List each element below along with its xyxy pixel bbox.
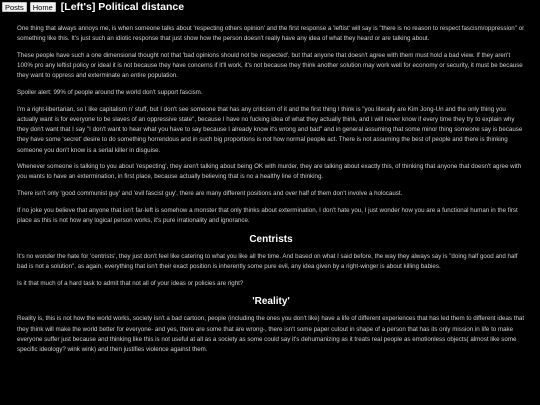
posts-button[interactable]: Posts: [2, 2, 27, 12]
paragraph: Whenever someone is talking to you about 'respecting', they aren't talking about being OK with murder, they are talking about exactly this, of thinking that anyone that doesn't agree with you wants to have an extermination, in first place, because actually believing that is no a healthy line of thinking.: [17, 163, 522, 181]
paragraph: Is it that much of a hard task to admit that not all of your ideas or policies are right?: [17, 279, 244, 287]
paragraph: I'm a right-libertarian, so I like capitalism n' stuff, but I don't see someone that has any criticism of it and the first thing I think is "you literally are Kim Jong-Un and the only thing you actually want is for everyone to be slaves of an oppressive state", because I have no fucking idea of what they actually think, and I will never know if every time they try to explain why they don't want that I say "I don't want to hear what you have to say because I already know it's wrong and bad" and in general assuming that some minor thing someone say is because they have some 'secret' desire to do something horrendous and in such big proportions is not how normal people act. There is not assuming the best of people and there is thinking someone you don't know is a serial killer in disguise.: [17, 105, 523, 154]
paragraph: It's no wonder the hate for 'centrists', they just don't feel like catering to what you like all the time. And based on what I said before, the way they always say is "doing half good and half bad is not a solution", as again, everything that isn't their exact position is inherently some pure evil, any idea given by a right-winger is about killing babies.: [17, 252, 518, 270]
paragraph: There isn't only 'good communist guy' and 'evil fascist guy', there are many different positions and over half of them don't involve a holocaust.: [17, 190, 403, 198]
top-bar: [2, 1, 184, 13]
paragraph: One thing that always annoys me, is when someone talks about 'respecting others opinion' and the first response a 'leftist' will say is "there is no reason to respect fascism/oppression" or something like this. It's just such an idiotic response that just show how the person doesn't really have any idea of what they heard or are talking about.: [17, 25, 525, 43]
paragraph: These people have such a one dimensional thought not that 'bad opinions should not be respected', but that anyone that doesn't agree with them must hold a bad view. If they aren't 100% pro any leftist policy or ideal it is not because they have concerns if it'll work, it's not because they think another solution may work well for economy or security, it must be because they want to oppress and exterminate an entire population.: [17, 51, 523, 80]
paragraph: Spoiler alert: 99% of people around the world don't support fascism.: [17, 89, 203, 97]
section-heading-reality: 'Reality': [252, 296, 290, 308]
paragraph: If no joke you believe that anyone that isn't far-left is somehow a monster that only thinks about extermination, I don't hate you, I just wonder how you are a functional human in the first place as this is not how any logical person works, it's pure irrationality and ignorance.: [17, 206, 518, 225]
page-title: [Left's] Political distance: [60, 1, 185, 13]
paragraph: Reality is, this is not how the world works, society isn't a bad cartoon, people (including the ones you don't like) have a life of different experiences that has led them to different ideas that they think will make the world better for everyone- and yes, there are some that are wrong-, there isn't some paper cutout in shape of a person that has its only mission in life to make everyone suffer just because and thinking like this is not useful at all as a society as some could say it's dehumanizing as it treats real people as emotionless objects( almost like some specific ideology? wink wink) and then justifies violence against them.: [17, 315, 525, 353]
section-heading-centrists: Centrists: [249, 233, 293, 245]
home-button[interactable]: Home: [30, 2, 56, 12]
article-body: [17, 24, 525, 362]
